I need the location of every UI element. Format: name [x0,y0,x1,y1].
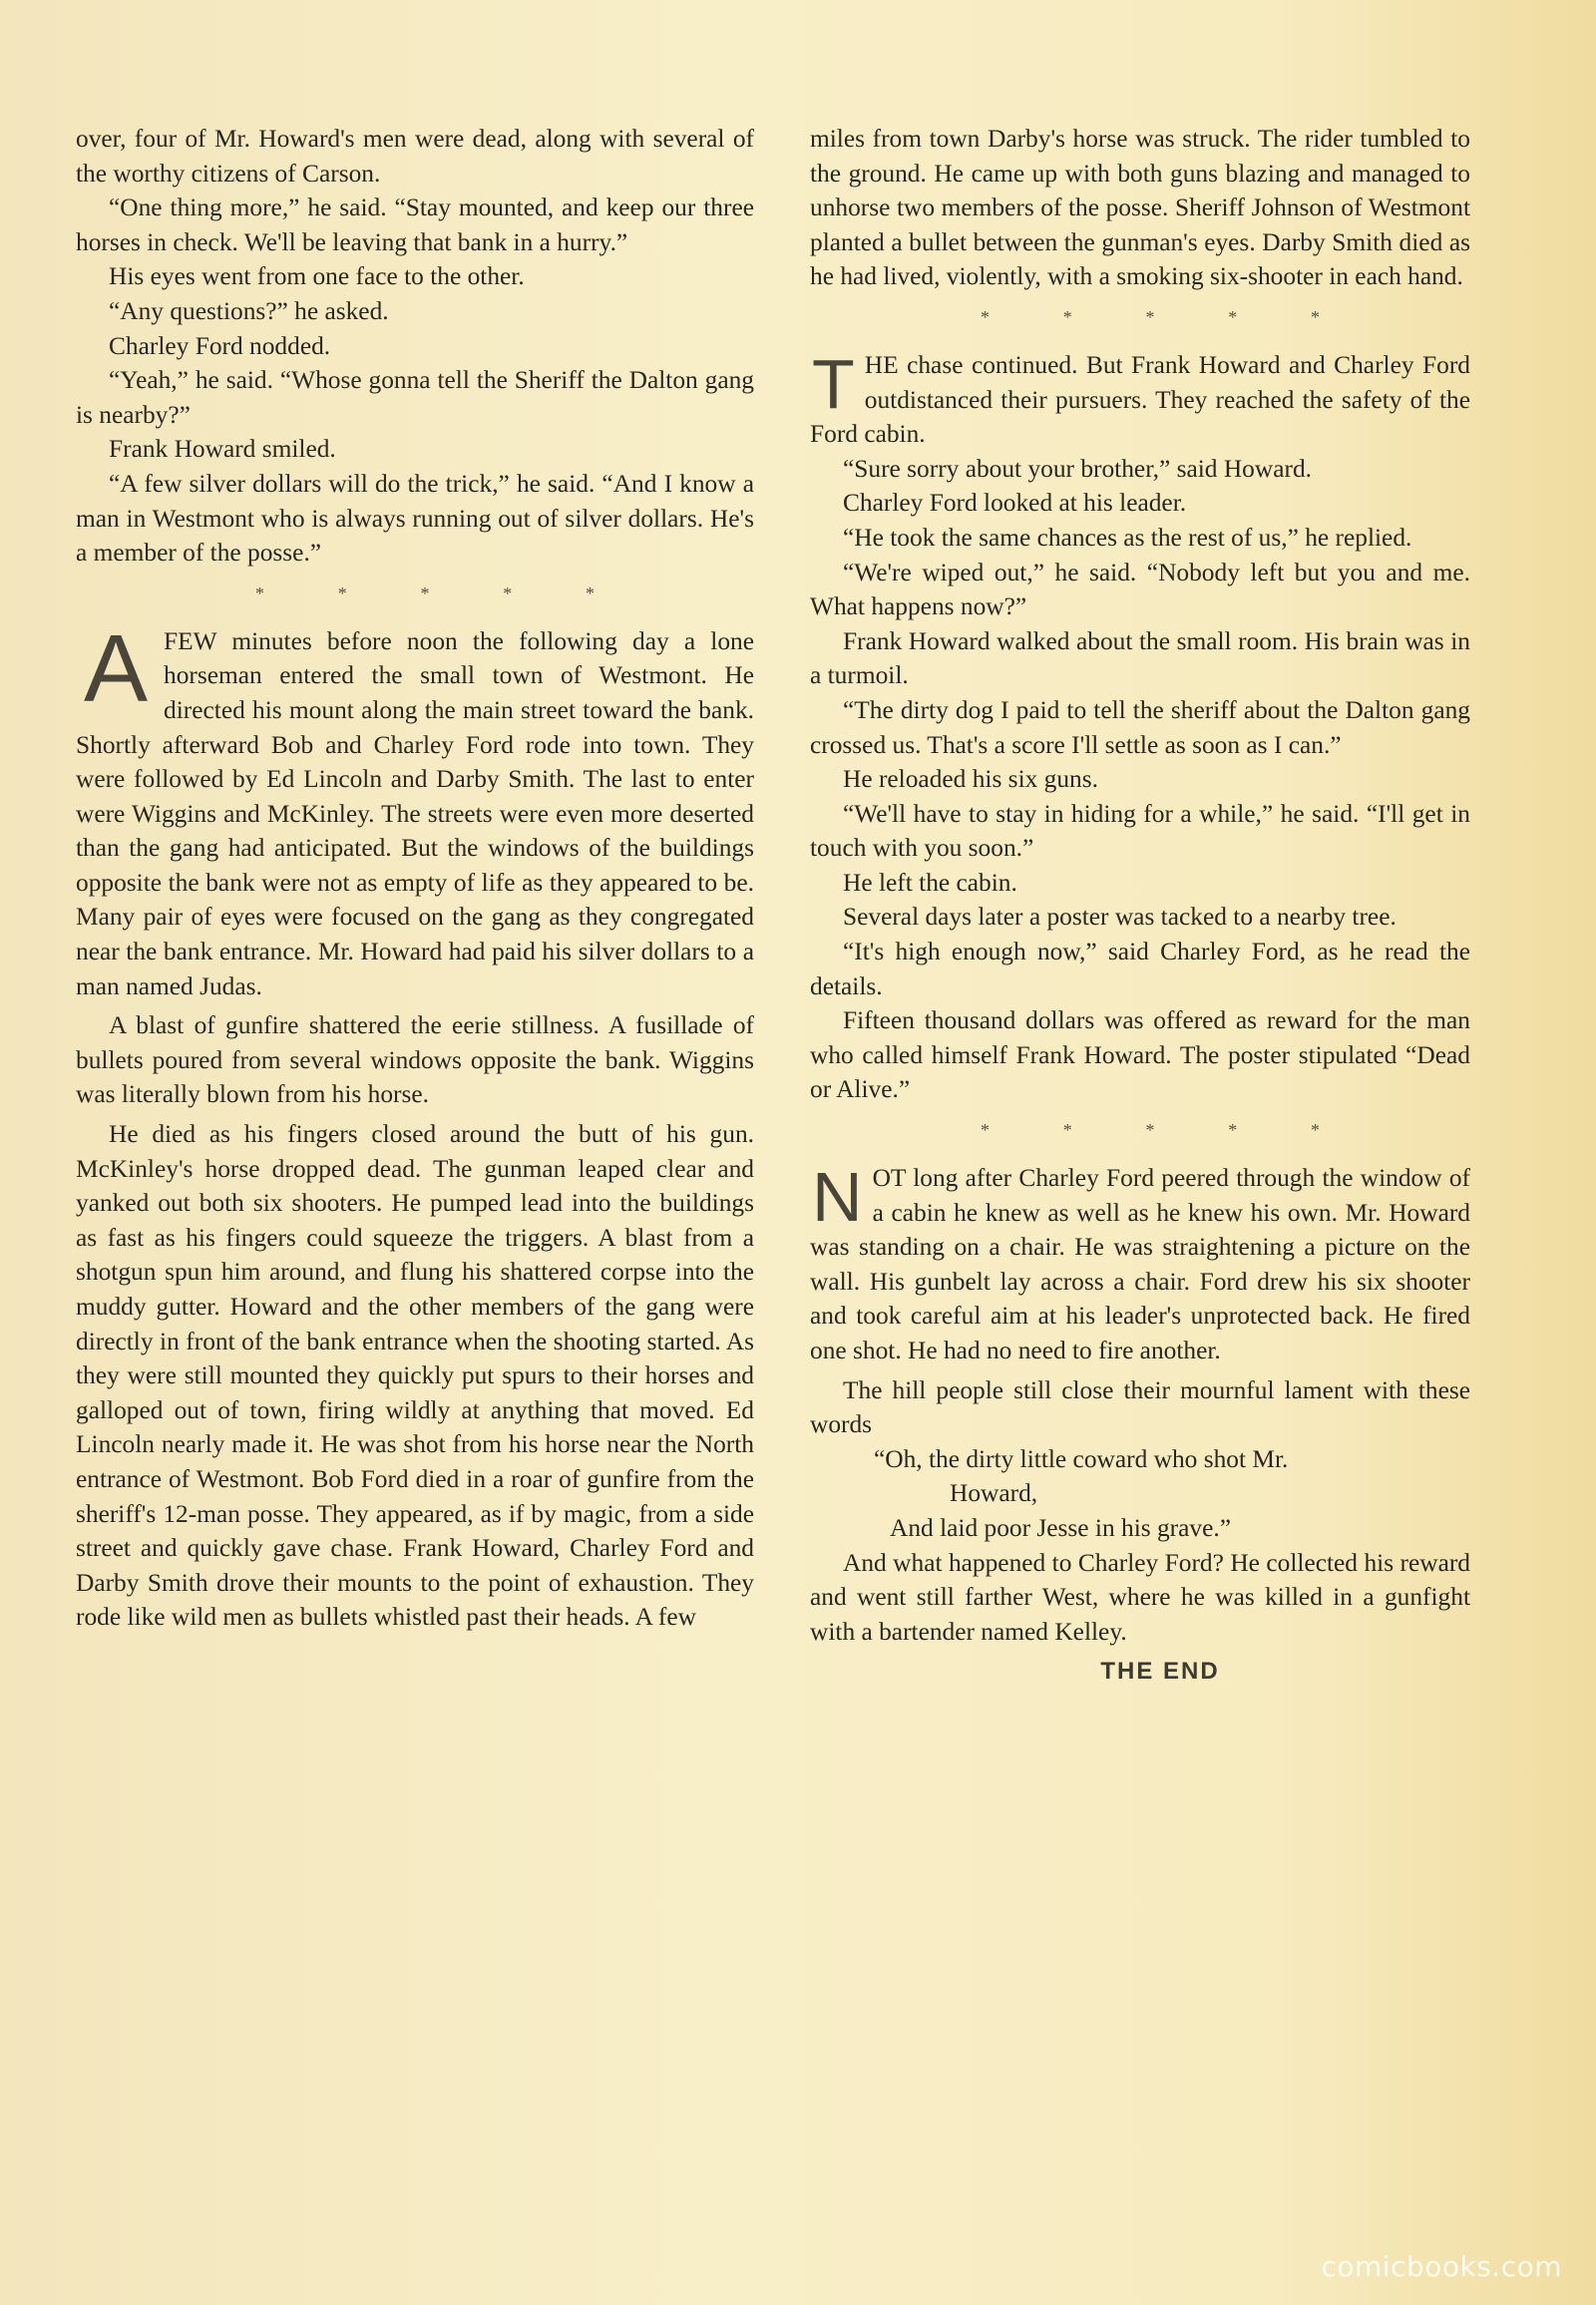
paragraph: “It's high enough now,” said Charley Ford, as he read the details. [810,938,1470,1000]
star-mark: * [503,582,513,603]
star-mark: * [1228,306,1238,327]
paragraph: And what happened to Charley Ford? He collected his reward and went still farther West, where he was killed in a gunfight with a bartender named Kelley. [810,1548,1470,1646]
star-mark: * [586,582,595,603]
paragraph: The hill people still close their mournful lament with these words [810,1375,1470,1439]
star-mark: * [1228,1120,1238,1141]
paragraph: “One thing more,” he said. “Stay mounted, and keep our three horses in check. We'll be leaving that bank in a hurry.” [76,193,754,256]
section-divider [961,306,1320,328]
paragraph: over, four of Mr. Howard's men were dead, along with several of the worthy citizens of Carson. [76,125,754,188]
star-mark: * [420,582,430,603]
paragraph: Several days later a poster was tacked to a nearby tree. [843,903,1396,932]
star-mark: * [1145,306,1155,327]
verse-line: “Oh, the dirty little coward who shot Mr. [874,1444,1289,1473]
star-mark: * [1311,306,1320,327]
paragraph: He reloaded his six guns. [843,765,1098,794]
star-mark: * [337,582,347,603]
paragraph: He died as his fingers closed around the butt of his gun. McKinley's horse dropped dead. The gunman leaped clear and yanked out both six shooters. He pumped lead into the buildings as fast as his fingers could squeeze the triggers. A blast from a shotgun spun him around, and flung his shattered corpse into the muddy gutter. Howard and the other members of the gang were directly in front of the bank entrance when the shooting started. As they were still mounted they quickly put spurs to their horses and galloped out of town, firing wildly at anything that moved. Ed Lincoln nearly made it. He was shot from his horse near the North entrance of Westmont. Bob Ford died in a roar of gunfire from the sheriff's 12-man posse. They appeared, as if by magic, from a side street and quickly gave chase. Frank Howard, Charley Ford and Darby Smith drove their mounts to the point of exhaustion. They rode like wild men as bullets whistled past their heads. A few [76,1120,754,1632]
star-mark: * [1145,1120,1155,1141]
paragraph: “Yeah,” he said. “Whose gonna tell the Sheriff the Dalton gang is nearby?” [76,366,754,429]
paragraph: “The dirty dog I paid to tell the sheriff about the Dalton gang crossed us. That's a score I'll settle as soon as I can.” [810,695,1470,759]
verse-line: Howard, [950,1479,1038,1508]
star-mark: * [981,1120,990,1141]
paragraph: Frank Howard walked about the small room. His brain was in a turmoil. [810,626,1470,690]
drop-cap: N [812,1158,863,1237]
paragraph: His eyes went from one face to the other. [109,262,525,291]
paragraph: “Any questions?” he asked. [109,296,389,325]
paragraph-text: FEW minutes before noon the following day a lone horseman entered the small town of Westmont. He directed his mount along the main street toward the bank. Shortly afterward Bob and Charley Ford rode into town. They were followed by Ed Lincoln and Darby Smith. The last to enter were Wiggins and McKinley. The streets were even more deserted than the gang had anticipated. But the windows of the buildings opposite the bank were not as empty of life as they appeared to be. Many pair of eyes were focused on the gang as they congregated near the bank entrance. Mr. Howard had paid his silver dollars to a man named Judas. [76,626,754,1000]
section-divider [235,582,595,604]
right-column [810,122,1470,1690]
paragraph: A blast of gunfire shattered the eerie stillness. A fusillade of bullets poured from several windows opposite the bank. Wiggins was literally blown from his horse. [76,1011,754,1109]
paragraph-text: OT long after Charley Ford peered through the window of a cabin he knew as well as he knew his own. Mr. Howard was standing on a chair. He was straightening a picture on the wall. His gunbelt lay across a chair. Ford drew his six shooter and took careful aim at his leader's unprotected back. He fired one shot. He had no need to fire another. [810,1164,1470,1364]
star-mark: * [1062,1120,1072,1141]
star-mark: * [255,582,264,603]
star-mark: * [981,306,990,327]
paragraph-with-dropcap [810,1158,1470,1368]
paragraph-text: HE chase continued. But Frank Howard and Charley Ford outdistanced their pursuers. They reached the safety of the Ford cabin. [810,350,1470,449]
paragraph-with-dropcap [810,344,1470,452]
paragraph: “A few silver dollars will do the trick,” he said. “And I know a man in Westmont who is always running out of silver dollars. He's a member of the posse.” [76,469,754,568]
section-divider [961,1119,1320,1141]
star-mark: * [1311,1120,1320,1141]
left-column [76,122,754,1635]
paragraph: Fifteen thousand dollars was offered as reward for the man who called himself Frank Howard. The poster stipulated “Dead or Alive.” [810,1006,1470,1104]
paragraph: Charley Ford nodded. [109,331,331,360]
paragraph: “He took the same chances as the rest of us,” he replied. [843,523,1412,552]
verse-line: And laid poor Jesse in his grave.” [890,1513,1231,1542]
drop-cap: T [812,344,855,423]
paragraph: “We're wiped out,” he said. “Nobody left but you and me. What happens now?” [810,558,1470,621]
watermark: comicbooks.com [1321,2250,1562,2283]
paragraph: Charley Ford looked at his leader. [843,489,1187,518]
drop-cap: A [84,614,149,722]
the-end-label: THE END [1100,1658,1220,1686]
paragraph: “We'll have to stay in hiding for a while,” he said. “I'll get in touch with you soon.” [810,799,1470,863]
paragraph: miles from town Darby's horse was struck. The rider tumbled to the ground. He came up with both guns blazing and managed to unhorse two members of the posse. Sheriff Johnson of Westmont planted a bullet between the gunman's eyes. Darby Smith died as he had lived, violently, with a smoking six-shooter in each hand. [810,125,1470,291]
paragraph: “Sure sorry about your brother,” said Howard. [843,454,1312,483]
paragraph: Frank Howard smiled. [109,435,336,464]
paragraph: He left the cabin. [843,868,1017,897]
star-mark: * [1062,306,1072,327]
paragraph-with-dropcap [76,614,754,1004]
